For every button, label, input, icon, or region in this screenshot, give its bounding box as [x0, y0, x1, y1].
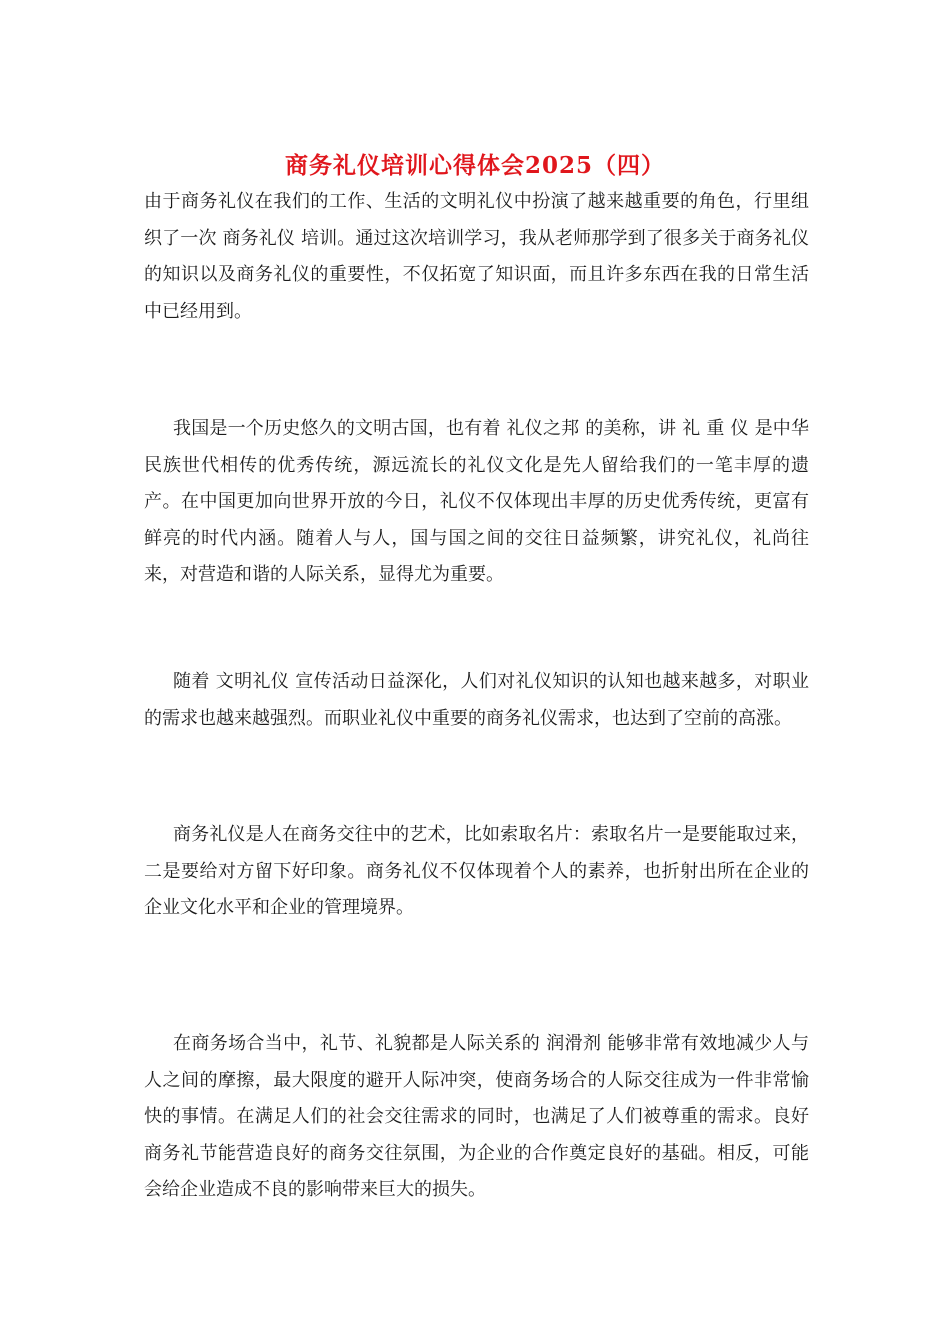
- paragraph-2: 我国是一个历史悠久的文明古国，也有着 礼仪之邦 的美称，讲 礼 重 仪 是中华民族世代相传的优秀传统，源远流长的礼仪文化是先人留给我们的一笔丰厚的遗产。在中国更加向世界开放的今日，礼仪不仅体现出丰厚的历史优秀传统，更富有鲜亮的时代内涵。随着人与人，国与国之间的交往日益频繁，讲究礼仪，礼尚往来，对营造和谐的人际关系，显得尤为重要。: [144, 418, 809, 585]
- paragraph-5: 在商务场合当中，礼节、礼貌都是人际关系的 润滑剂 能够非常有效地减少人与人之间的摩擦，最大限度的避开人际冲突，使商务场合的人际交往成为一件非常愉快的事情。在满足人们的社会交往需求的同时，也满足了人们被尊重的需求。良好商务礼节能营造良好的商务交往氛围，为企业的合作奠定良好的基础。相反，可能会给企业造成不良的影响带来巨大的损失。: [144, 1033, 809, 1200]
- paragraph-4: 商务礼仪是人在商务交往中的艺术，比如索取名片：索取名片一是要能取过来，二是要给对方留下好印象。商务礼仪不仅体现着个人的素养，也折射出所在企业的企业文化水平和企业的管理境界。: [144, 824, 809, 918]
- paragraph-3: 随着 文明礼仪 宣传活动日益深化，人们对礼仪知识的认知也越来越多，对职业的需求也越来越强烈。而职业礼仪中重要的商务礼仪需求，也达到了空前的高涨。: [144, 671, 809, 729]
- paragraph-1: 由于商务礼仪在我们的工作、生活的文明礼仪中扮演了越来越重要的角色，行里组织了一次 商务礼仪 培训。通过这次培训学习，我从老师那学到了很多关于商务礼仪的知识以及商务礼仪的重要性，不仅拓宽了知识面，而且许多东西在我的日常生活中已经用到。: [144, 191, 809, 322]
- document-title: 商务礼仪培训心得体会2025（四）: [284, 152, 665, 179]
